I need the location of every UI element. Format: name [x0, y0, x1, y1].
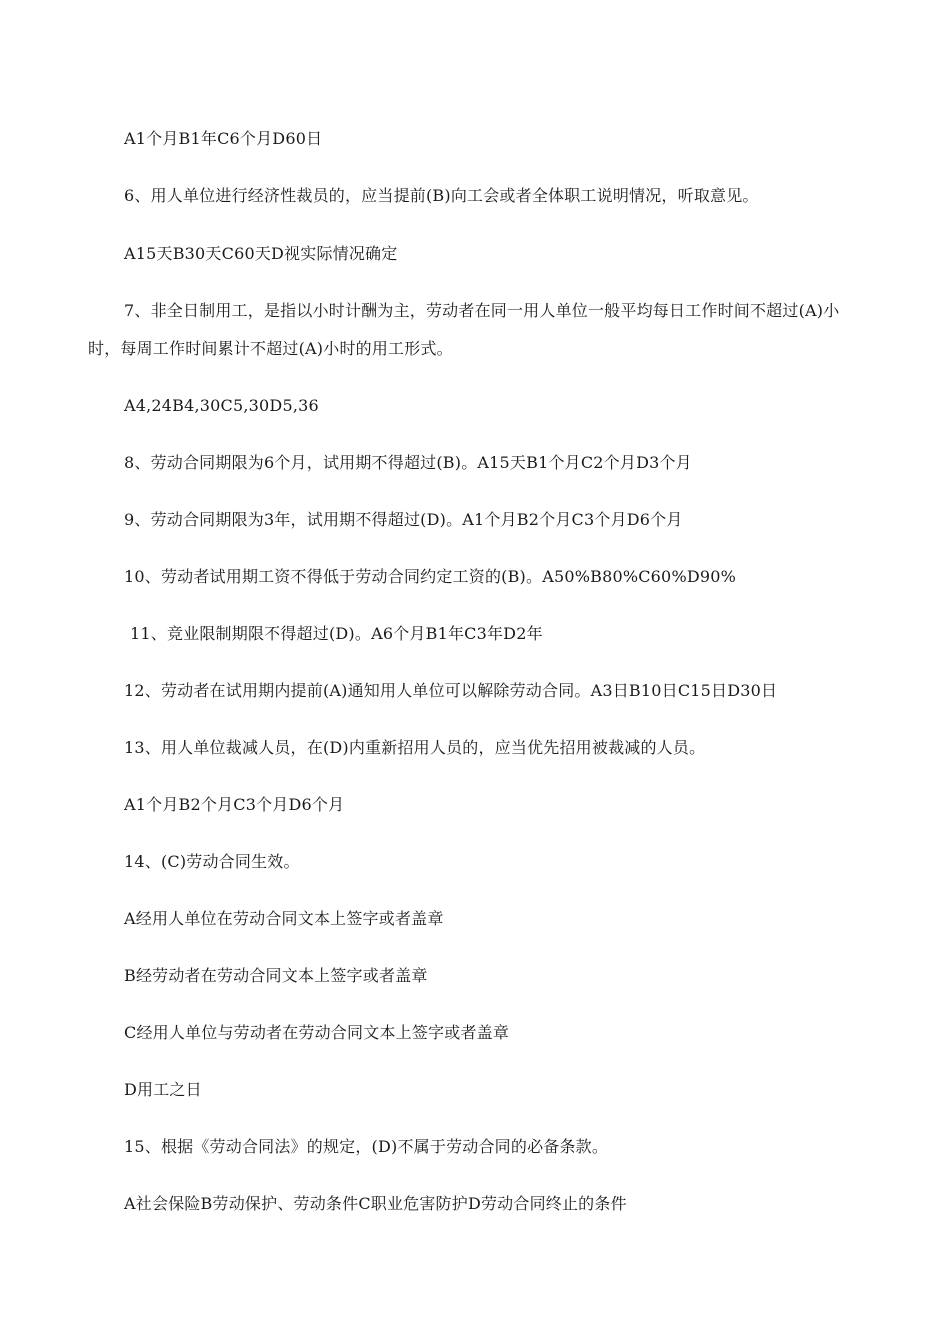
- question-10: 10、劳动者试用期工资不得低于劳动合同约定工资的(B)。A50%B80%C60%D90%: [124, 567, 737, 586]
- option-14-d: D用工之日: [124, 1080, 202, 1099]
- question-13: 13、用人单位裁减人员，在(D)内重新招用人员的，应当优先招用被裁减的人员。: [124, 738, 706, 757]
- question-11: 11、竞业限制期限不得超过(D)。A6个月B1年C3年D2年: [130, 624, 543, 643]
- option-14-c: C经用人单位与劳动者在劳动合同文本上签字或者盖章: [124, 1023, 510, 1042]
- question-9: 9、劳动合同期限为3年，试用期不得超过(D)。A1个月B2个月C3个月D6个月: [124, 510, 683, 529]
- text-line-options-5: A1个月B1年C6个月D60日: [124, 129, 323, 148]
- question-6: 6、用人单位进行经济性裁员的，应当提前(B)向工会或者全体职工说明情况，听取意见。: [124, 186, 759, 205]
- options-6: A15天B30天C60天D视实际情况确定: [124, 244, 398, 263]
- option-14-b: B经劳动者在劳动合同文本上签字或者盖章: [124, 966, 428, 985]
- option-14-a: A经用人单位在劳动合同文本上签字或者盖章: [124, 909, 444, 928]
- options-15: A社会保险B劳动保护、劳动条件C职业危害防护D劳动合同终止的条件: [124, 1194, 627, 1213]
- question-15: 15、根据《劳动合同法》的规定，(D)不属于劳动合同的必备条款。: [124, 1137, 609, 1156]
- question-12: 12、劳动者在试用期内提前(A)通知用人单位可以解除劳动合同。A3日B10日C15日D30日: [124, 681, 778, 700]
- options-7: A4,24B4,30C5,30D5,36: [124, 396, 319, 415]
- options-13: A1个月B2个月C3个月D6个月: [124, 795, 345, 814]
- question-14: 14、(C)劳动合同生效。: [124, 852, 300, 871]
- question-8: 8、劳动合同期限为6个月，试用期不得超过(B)。A15天B1个月C2个月D3个月: [124, 453, 692, 472]
- question-7: 7、非全日制用工，是指以小时计酬为主，劳动者在同一用人单位一般平均每日工作时间不超过(A)小时，每周工作时间累计不超过(A)小时的用工形式。: [88, 301, 840, 358]
